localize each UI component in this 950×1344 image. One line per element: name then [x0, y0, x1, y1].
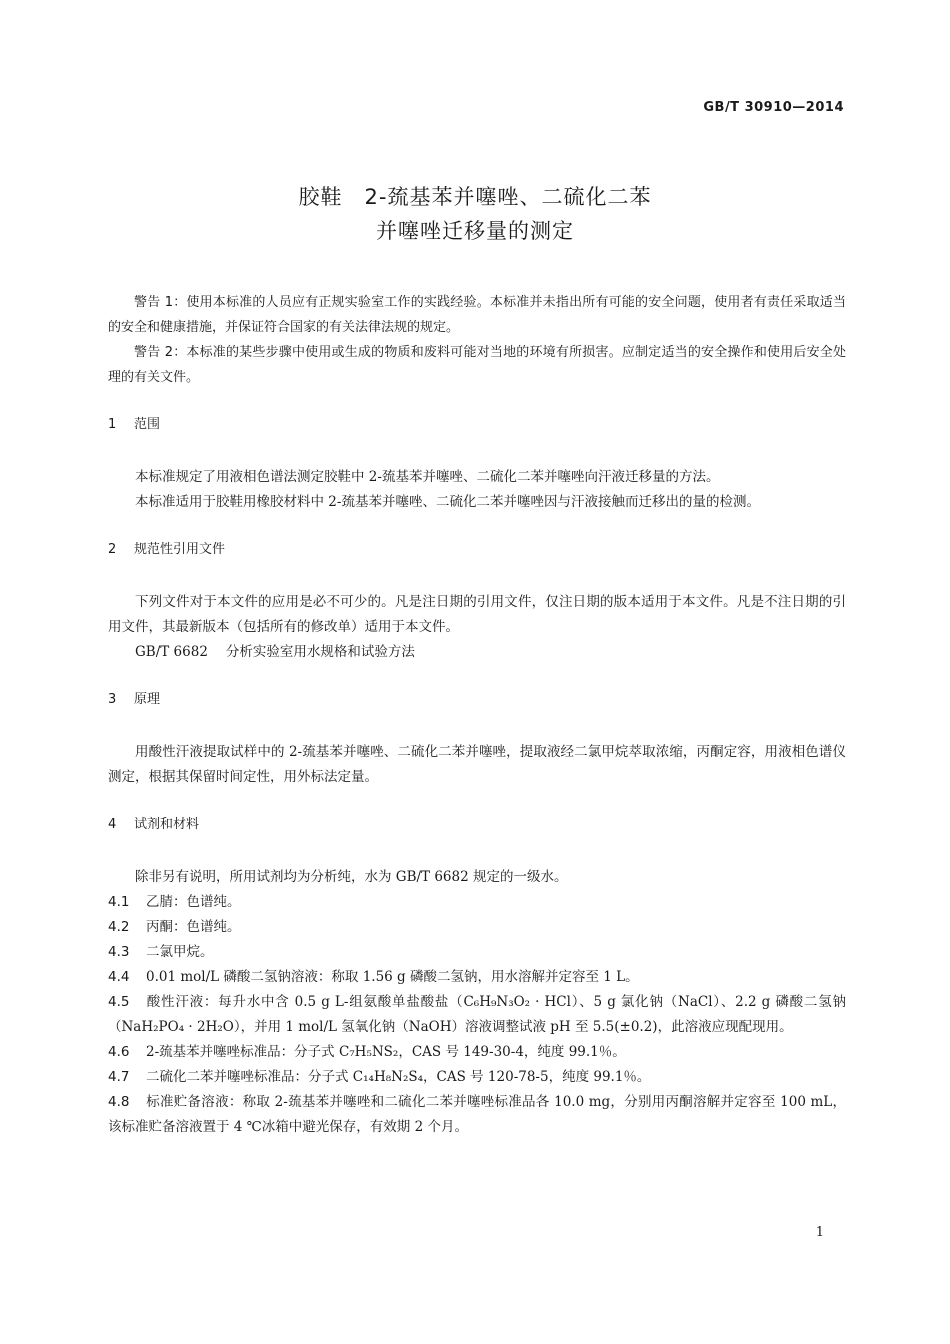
title-line-2: 并噻唑迁移量的测定 — [376, 219, 574, 243]
page-number: 1 — [815, 1225, 824, 1240]
reagent-item: 4.8 标准贮备溶液：称取 2-巯基苯并噻唑和二硫化二苯并噻唑标准品各 10.0 mg，分别用丙酮溶解并定容至 100 mL，该标准贮备溶液置于 4 ℃冰箱中避光保存，有效期 2 个月。 — [108, 1094, 846, 1135]
reagent-item: 4.4 0.01 mol/L 磷酸二氢钠溶液：称取 1.56 g 磷酸二氢钠，用水溶解并定容至 1 L。 — [108, 969, 639, 985]
warning-2: 警告 2：本标准的某些步骤中使用或生成的物质和废料可能对当地的环境有所损害。应制定适当的安全操作和使用后安全处理的有关文件。 — [108, 345, 846, 385]
title-line-1: 胶鞋 2-巯基苯并噻唑、二硫化二苯 — [298, 185, 652, 209]
section-heading-reagents: 4 试剂和材料 — [108, 817, 200, 832]
document-body — [108, 290, 846, 1140]
reference-code: GB/T 6682 — [135, 644, 208, 660]
reagent-item: 4.5 酸性汗液：每升水中含 0.5 g L-组氨酸单盐酸盐（C₆H₉N₃O₂ · HCl）、5 g 氯化钠（NaCl）、2.2 g 磷酸二氢钠（NaH₂PO₄ · 2H₂O），并用 1 mol/L 氢氧化钠（NaOH）溶液调整试液 pH 至 5.5(±0.2)，此溶液应现配现用。 — [108, 994, 846, 1035]
section-heading-principle: 3 原理 — [108, 692, 161, 707]
reagent-item: 4.3 二氯甲烷。 — [108, 944, 214, 960]
reagent-item: 4.7 二硫化二苯并噻唑标准品：分子式 C₁₄H₈N₂S₄，CAS 号 120-78-5，纯度 99.1％。 — [108, 1069, 651, 1085]
scope-paragraph-1: 本标准规定了用液相色谱法测定胶鞋中 2-巯基苯并噻唑、二硫化二苯并噻唑向汗液迁移量的方法。 — [135, 469, 720, 485]
warning-1: 警告 1：使用本标准的人员应有正规实验室工作的实践经验。本标准并未指出所有可能的安全问题，使用者有责任采取适当的安全和健康措施，并保证符合国家的有关法律法规的规定。 — [108, 295, 846, 335]
reference-title: 分析实验室用水规格和试验方法 — [225, 644, 415, 660]
principle-paragraph: 用酸性汗液提取试样中的 2-巯基苯并噻唑、二硫化二苯并噻唑，提取液经二氯甲烷萃取浓缩，丙酮定容，用液相色谱仪测定，根据其保留时间定性，用外标法定量。 — [108, 744, 846, 785]
reagents-intro: 除非另有说明，所用试剂均为分析纯，水为 GB/T 6682 规定的一级水。 — [135, 869, 568, 885]
section-heading-scope: 1 范围 — [108, 417, 161, 432]
reagent-item: 4.1 乙腈：色谱纯。 — [108, 894, 241, 910]
reference-entry — [108, 640, 846, 665]
reagent-item: 4.6 2-巯基苯并噻唑标准品：分子式 C₇H₅NS₂，CAS 号 149-30-4，纯度 99.1％。 — [108, 1044, 626, 1060]
scope-paragraph-2: 本标准适用于胶鞋用橡胶材料中 2-巯基苯并噻唑、二硫化二苯并噻唑因与汗液接触而迁移出的量的检测。 — [135, 494, 760, 510]
reagent-item: 4.2 丙酮：色谱纯。 — [108, 919, 241, 935]
document-title — [0, 180, 950, 248]
references-paragraph: 下列文件对于本文件的应用是必不可少的。凡是注日期的引用文件，仅注日期的版本适用于本文件。凡是不注日期的引用文件，其最新版本（包括所有的修改单）适用于本文件。 — [108, 594, 846, 635]
section-heading-normative-references: 2 规范性引用文件 — [108, 542, 226, 557]
standard-code: GB/T 30910—2014 — [703, 100, 844, 115]
